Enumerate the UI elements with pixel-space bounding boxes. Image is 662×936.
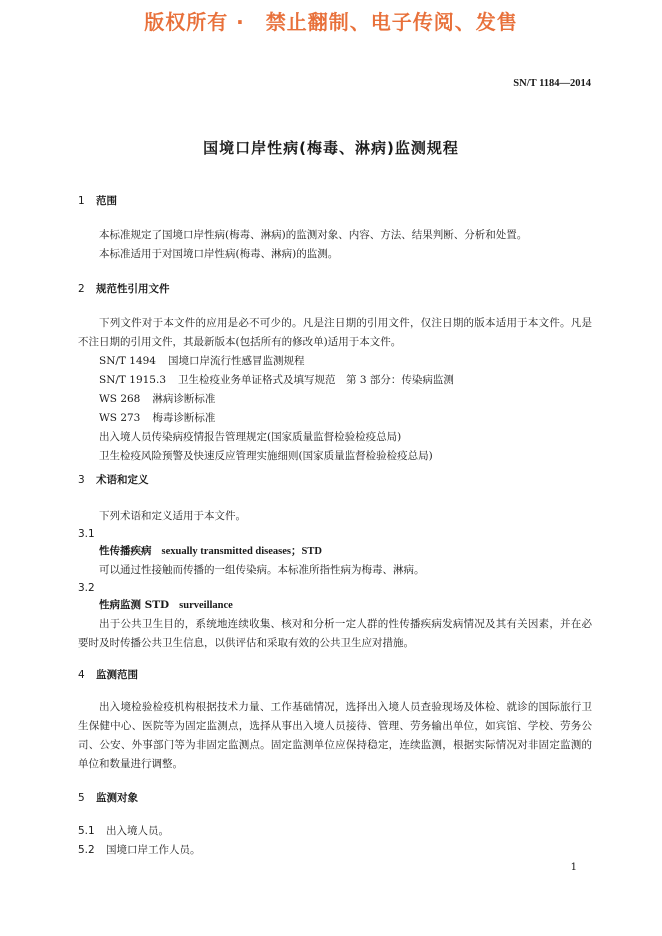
reference-code: WS 268 — [99, 393, 141, 405]
section-3-body — [78, 507, 592, 653]
term-heading — [78, 542, 592, 561]
term-number: 3.1 — [78, 528, 95, 540]
section-title: 范围 — [96, 195, 117, 207]
term-definition: 出于公共卫生目的，系统地连续收集、核对和分析一定人群的性传播疾病发病情况及其有关因素，并在必要时及时传播公共卫生信息，以供评估和采取有效的公共卫生应对措施。 — [78, 618, 592, 649]
reference-item — [78, 409, 592, 428]
section-4-heading — [78, 667, 592, 683]
term-number: 3.2 — [78, 582, 95, 594]
paragraph: 下列术语和定义适用于本文件。 — [99, 510, 246, 522]
paragraph: 下列文件对于本文件的应用是必不可少的。凡是注日期的引用文件，仅注日期的版本适用于本文件。凡是不注日期的引用文件，其最新版本(包括所有的修改单)适用于本文件。 — [78, 317, 592, 348]
item-text: 国境口岸工作人员。 — [106, 844, 201, 856]
item-number: 5.2 — [78, 844, 95, 856]
list-item — [78, 841, 592, 860]
item-text: 出入境人员。 — [106, 825, 169, 837]
reference-title: 卫生检疫业务单证格式及填写规范 第 3 部分：传染病监测 — [178, 374, 454, 386]
section-2-body — [78, 314, 592, 466]
section-title: 监测对象 — [96, 792, 138, 804]
section-number: 3 — [78, 474, 85, 486]
section-title: 规范性引用文件 — [96, 283, 170, 295]
copyright-banner: 版权所有 · 禁止翻制、电子传阅、发售 — [144, 10, 518, 34]
term-definition: 可以通过性接触而传播的一组传染病。本标准所指性病为梅毒、淋病。 — [99, 564, 425, 576]
reference-title: 出入境人员传染病疫情报告管理规定(国家质量监督检验检疫总局) — [99, 431, 402, 443]
section-1-body — [78, 226, 592, 264]
paragraph: 本标准适用于对国境口岸性病(梅毒、淋病)的监测。 — [99, 248, 339, 260]
reference-code: WS 273 — [99, 412, 141, 424]
reference-item — [78, 428, 592, 447]
reference-item — [78, 447, 592, 466]
term-english: sexually transmitted diseases；STD — [161, 546, 322, 557]
item-number: 5.1 — [78, 825, 95, 837]
page-number: 1 — [570, 862, 577, 873]
reference-title: 梅毒诊断标准 — [152, 412, 216, 424]
section-number: 5 — [78, 792, 85, 804]
section-1-heading — [78, 193, 592, 209]
paragraph: 出入境检验检疫机构根据技术力量、工作基础情况，选择出入境人员查验现场及体检、就诊的国际旅行卫生保健中心、医院等为固定监测点，选择从事出入境人员接待、管理、劳务输出单位，如宾馆、学校、劳务公司、公安、外事部门等为非固定监测点。固定监测单位应保持稳定，连续监测，根据实际情况对非固定监测的单位和数量进行调整。 — [78, 701, 592, 770]
reference-title: 国境口岸流行性感冒监测规程 — [167, 355, 305, 367]
list-item — [78, 822, 592, 841]
reference-title: 淋病诊断标准 — [152, 393, 216, 405]
paragraph: 本标准规定了国境口岸性病(梅毒、淋病)的监测对象、内容、方法、结果判断、分析和处置。 — [99, 229, 528, 241]
section-2-heading — [78, 281, 592, 297]
document-title: 国境口岸性病(梅毒、淋病)监测规程 — [203, 139, 459, 157]
reference-item — [78, 352, 592, 371]
term-heading — [78, 596, 592, 615]
section-3-heading — [78, 472, 592, 488]
section-number: 1 — [78, 195, 85, 207]
term-chinese: 性病监测 STD — [99, 599, 170, 611]
reference-code: SN/T 1494 — [99, 355, 156, 367]
section-5-heading — [78, 790, 592, 806]
reference-item — [78, 390, 592, 409]
document-number: SN/T 1184—2014 — [513, 78, 591, 89]
section-title: 术语和定义 — [96, 474, 149, 486]
section-number: 2 — [78, 283, 85, 295]
term-english: surveillance — [179, 600, 233, 611]
section-4-body — [78, 698, 592, 774]
reference-item — [78, 371, 592, 390]
reference-code: SN/T 1915.3 — [99, 374, 166, 386]
term-chinese: 性传播疾病 — [99, 545, 152, 557]
section-number: 4 — [78, 669, 85, 681]
section-title: 监测范围 — [96, 669, 138, 681]
section-5-body — [78, 822, 592, 860]
reference-title: 卫生检疫风险预警及快速反应管理实施细则(国家质量监督检验检疫总局) — [99, 450, 433, 462]
